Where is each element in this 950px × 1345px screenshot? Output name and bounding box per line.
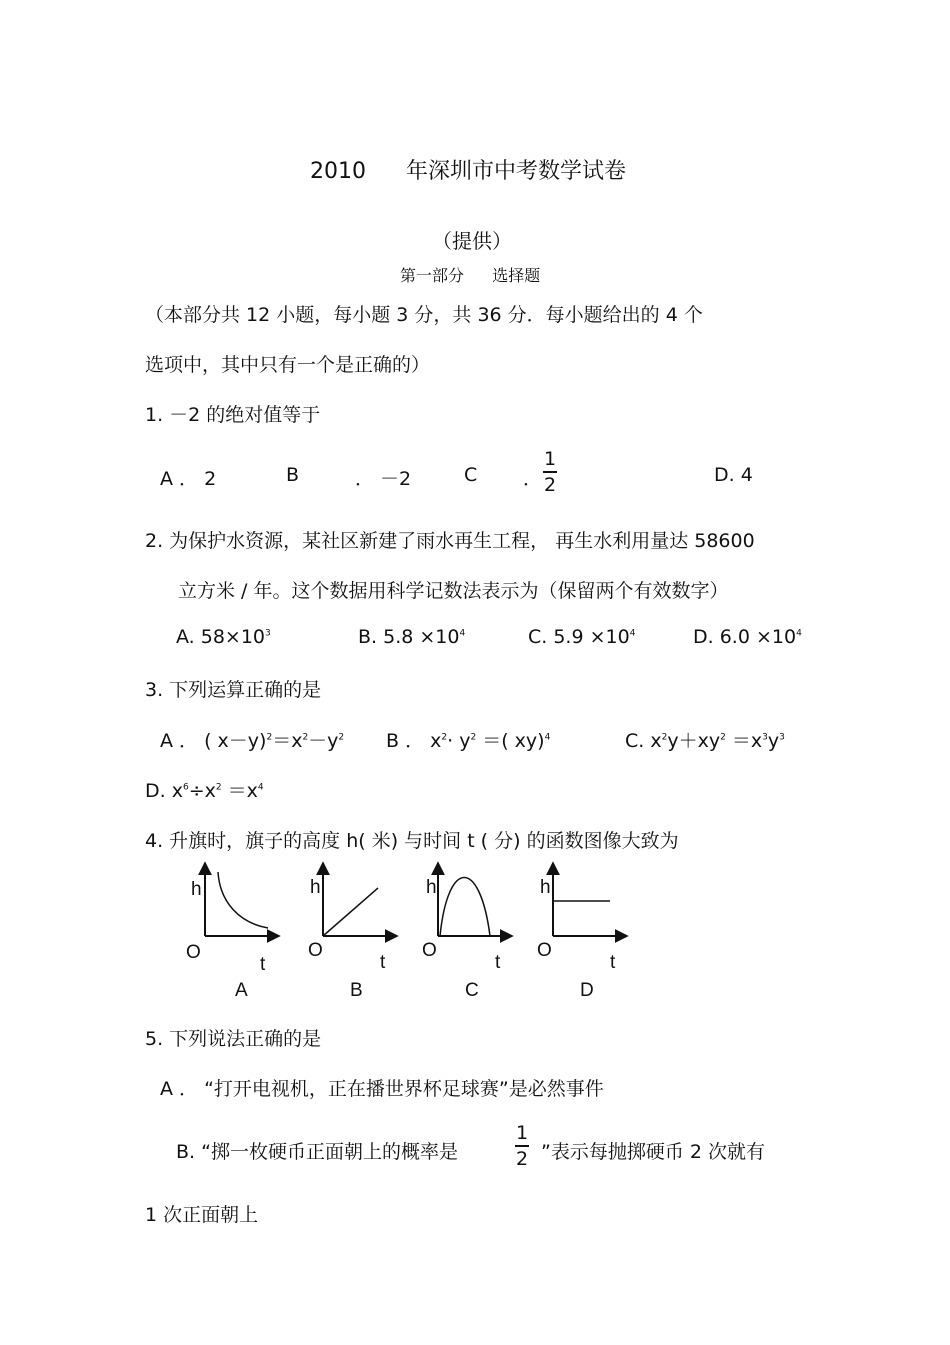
graph-c-origin: O (422, 940, 437, 961)
q5-option-a: A ． “打开电视机，正在播世界杯足球赛”是必然事件 (160, 1078, 604, 1100)
graph-b-x-label: t (380, 952, 386, 973)
fraction-denominator: 2 (515, 1147, 529, 1170)
graph-b (308, 864, 396, 1001)
q4-graphs (180, 858, 680, 1008)
q2-option-a-text: A. 58×10 (176, 626, 266, 648)
q1-stem: 1. －2 的绝对值等于 (145, 404, 321, 426)
title-year: 2010 (310, 159, 366, 184)
q3-option-a-label: A ． (160, 730, 199, 752)
q3-option-b (386, 726, 550, 753)
q3-option-d (145, 776, 264, 803)
graph-d-x-label: t (610, 952, 616, 973)
q1-option-b-label: B (286, 464, 300, 486)
q3-d-eq: ＝x (227, 780, 258, 802)
q1-option-c-label: C (464, 464, 478, 486)
q2-option-c-text: C. 5.9 ×10 (528, 626, 630, 648)
graph-d-label: D (580, 980, 594, 1001)
graph-a-x-label: t (260, 954, 266, 975)
graph-a-origin: O (186, 942, 201, 963)
graph-a (186, 864, 278, 1001)
fraction-numerator: 1 (543, 448, 557, 470)
q3-c-eq: ＝x (731, 730, 763, 752)
fraction-denominator: 2 (543, 473, 557, 496)
q2-option-b (358, 626, 465, 648)
fraction-numerator: 1 (515, 1122, 529, 1144)
graph-c-label: C (465, 980, 479, 1001)
q3-d-div: ÷x (188, 780, 216, 802)
graph-d-origin: O (537, 940, 552, 961)
q2-line-1: 2. 为保护水资源，某社区新建了雨水再生工程， 再生水利用量达 58600 (145, 530, 755, 552)
graph-b-label: B (350, 980, 363, 1001)
q3-c-y2: y (767, 730, 780, 752)
q3-d-x: x (171, 780, 183, 802)
q3-option-c-label: C. (625, 730, 645, 752)
q3-a-mid: －y (308, 730, 339, 752)
q5-option-b-fraction (515, 1122, 529, 1170)
q3-b-exp2: 2 (470, 732, 477, 743)
q3-a-exp3: 2 (338, 732, 345, 743)
q3-a-exp1: 2 (266, 732, 273, 743)
q2-option-d (693, 626, 802, 648)
q1-option-a: A ． 2 (160, 468, 217, 490)
graph-b-y-label: h (310, 877, 321, 898)
q1-option-b-value: ． －2 (355, 468, 412, 490)
intro-line-1: （本部分共 12 小题，每小题 3 分，共 36 分．每小题给出的 4 个 (145, 304, 703, 326)
q3-option-a (160, 726, 344, 753)
graph-d (537, 864, 626, 1001)
fraction-bar (515, 1145, 529, 1147)
part-label: 第一部分 (400, 266, 465, 285)
graph-b-line (323, 888, 378, 936)
q5-stem: 5. 下列说法正确的是 (145, 1028, 322, 1050)
q3-d-exp1: 6 (182, 782, 189, 793)
title-text: 年深圳市中考数学试卷 (406, 159, 627, 184)
graph-a-curve (218, 872, 268, 928)
part-name: 选择题 (492, 266, 541, 285)
q3-b-eq: ＝( xy) (482, 730, 545, 752)
q1-option-c-fraction (543, 448, 557, 496)
q3-c-exp1: 2 (661, 732, 668, 743)
q3-c-exp4: 3 (779, 732, 785, 743)
graph-c-curve (440, 878, 490, 937)
q3-a-eq: ＝x (272, 730, 303, 752)
q3-c-exp3: 3 (762, 732, 768, 743)
q2-option-b-text: B. 5.8 ×10 (358, 626, 460, 648)
fraction-bar (543, 471, 557, 473)
q3-a-base: ( x－y) (204, 730, 267, 752)
graph-b-origin: O (308, 940, 323, 961)
q2-option-d-text: D. 6.0 ×10 (693, 626, 797, 648)
q3-stem: 3. 下列运算正确的是 (145, 679, 322, 701)
provider-line: （提供） (432, 229, 512, 253)
q3-d-exp3: 4 (257, 782, 264, 793)
q3-b-x: x (430, 730, 442, 752)
graph-c-x-label: t (495, 952, 501, 973)
q3-option-d-label: D. (145, 780, 166, 802)
page-title (310, 154, 626, 185)
q2-line-2: 立方米 / 年。这个数据用科学记数法表示为（保留两个有效数字） (178, 580, 729, 602)
graph-c-y-label: h (426, 877, 437, 898)
q2-option-c (528, 626, 635, 648)
graph-a-y-label: h (191, 879, 202, 900)
intro-line-2: 选项中，其中只有一个是正确的） (145, 354, 431, 376)
q4-stem: 4. 升旗时，旗子的高度 h( 米) 与时间 t ( 分) 的函数图像大致为 (145, 830, 679, 852)
q3-b-exp1: 2 (441, 732, 448, 743)
q3-b-exp3: 4 (544, 732, 551, 743)
q3-c-exp2: 2 (720, 732, 726, 743)
q5-option-b-post: ”表示每抛掷硬币 2 次就有 (541, 1141, 766, 1163)
q3-a-exp2: 2 (302, 732, 309, 743)
q2-option-c-exponent: 4 (629, 628, 636, 639)
q2-option-d-exponent: 4 (796, 628, 802, 639)
q5-option-b-line-2: 1 次正面朝上 (145, 1204, 259, 1226)
q3-option-b-label: B ． (386, 730, 425, 752)
q3-c-x: x (650, 730, 662, 752)
q3-b-dot: · y (447, 730, 471, 752)
q2-option-a-exponent: 3 (265, 628, 271, 639)
q3-c-y: y＋xy (667, 730, 721, 752)
graph-d-y-label: h (540, 877, 551, 898)
part-heading (400, 263, 540, 286)
q3-option-c (625, 726, 785, 753)
q1-option-c-dot: ． (523, 468, 543, 490)
graph-a-label: A (235, 980, 248, 1001)
q1-option-d: D. 4 (714, 464, 753, 486)
q2-option-a (176, 626, 271, 648)
q3-d-exp2: 2 (215, 782, 222, 793)
q5-option-b-pre: B. “掷一枚硬币正面朝上的概率是 (176, 1141, 458, 1163)
graph-c (422, 864, 511, 1001)
q2-option-b-exponent: 4 (459, 628, 466, 639)
